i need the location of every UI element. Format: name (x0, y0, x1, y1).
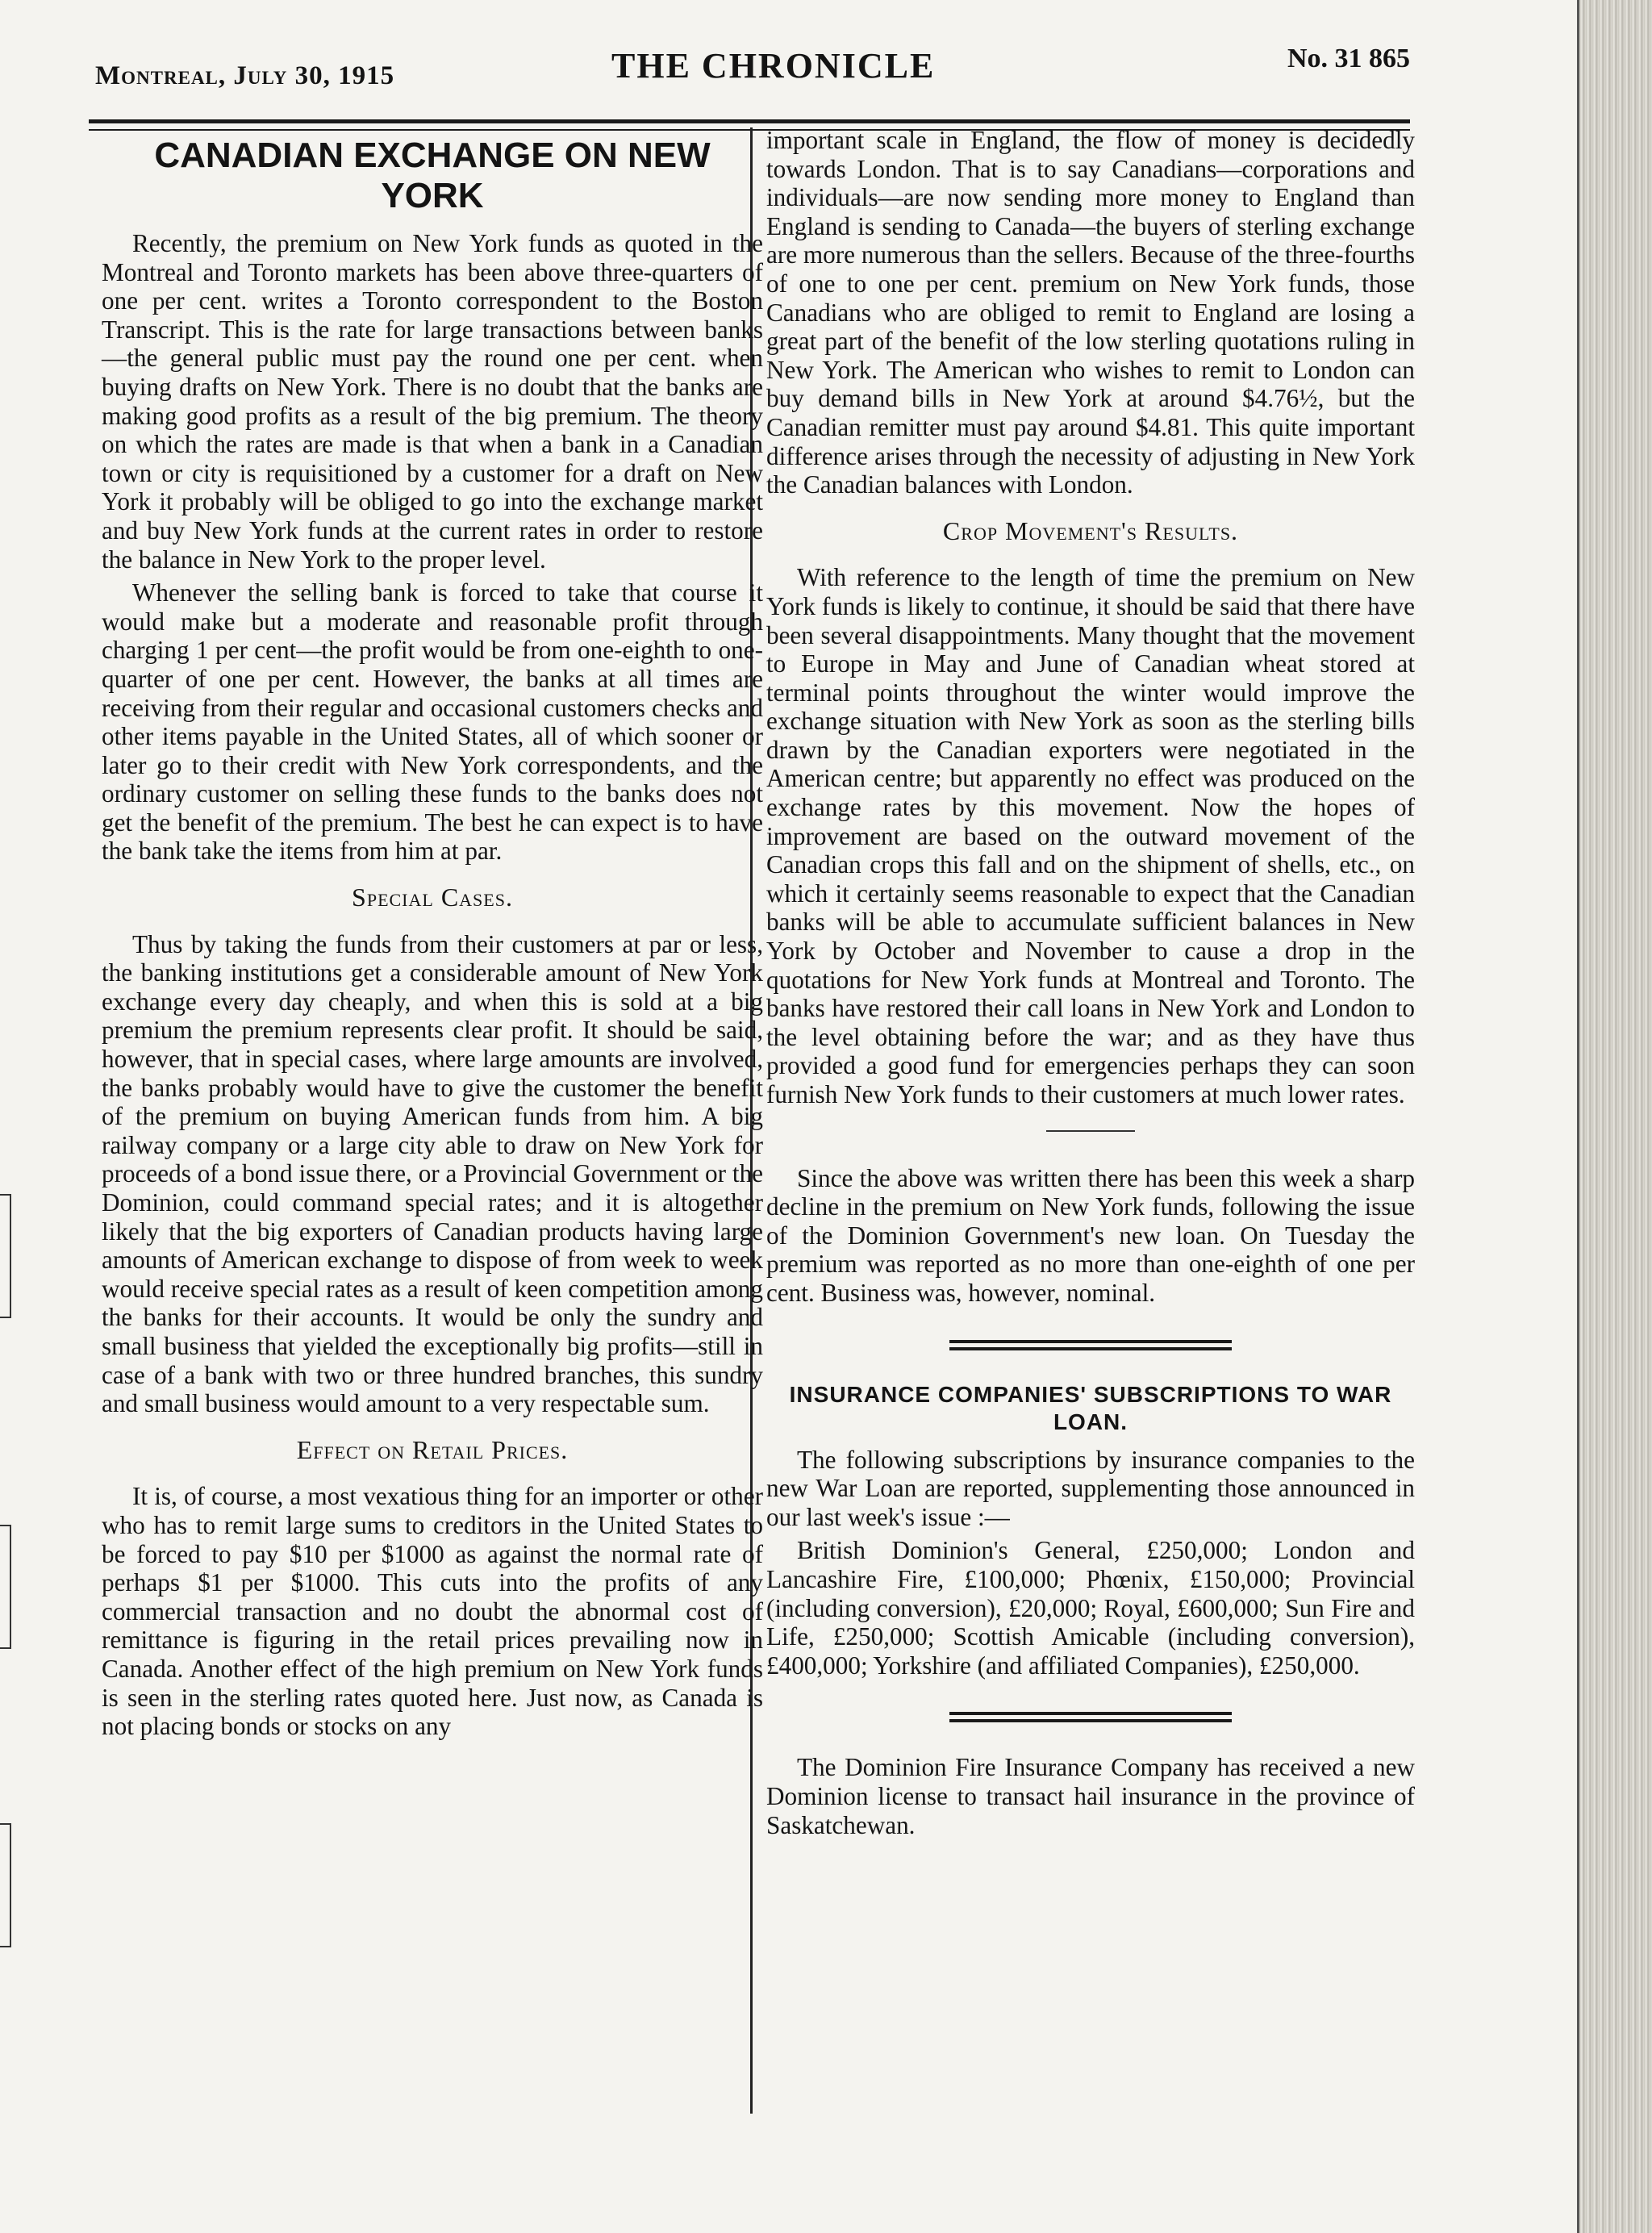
section-heading: Special Cases. (352, 883, 513, 912)
article-paragraph-continued: important scale in England, the flow of money is decidedly towards London. That is to say Canadians—corporations and individuals—are now sending more money to England than England is sending to Canada—the buyers of sterling exchange are more numerous than the sellers. Because of the three-fourths of one to one per cent. premium on New York funds, those Canadians who are obliged to remit to England are losing a great part of the benefit of the low sterling quotations ruling in New York. The American who wishes to remit to London can buy demand bills in New York at around $4.76½, but the Canadian remitter must pay around $4.81. This quite important difference arises through the necessity of adjusting in New York the Canadian balances with London. (766, 126, 1415, 499)
dateline: Montreal, July 30, 1915 (95, 61, 395, 90)
article-paragraph: Thus by taking the funds from their customers at par or less, the banking institutions get a considerable amount of New York exchange every day cheaply, and when this is sold at a big premium the premium represents clear profit. It should be said, however, that in special cases, where large amounts are involved, the banks probably would have to give the customer the benefit of the premium on buying American funds from him. A big railway company or a large city able to draw on New York for proceeds of a bond issue there, or a Provincial Government or the Dominion, could command special rates; and it is altogether likely that the big exporters of Canadian products having large amounts of American exchange to dispose of from week to week would receive special rates as a result of keen competition among the banks for their accounts. It would be only the sundry and small business that yielded the exceptionally big profits—still in case of a bank with two or three hundred branches, this sundry and small business would amount to a very respectable sum. (102, 929, 763, 1418)
article-paragraph: Recently, the premium on New York funds as quoted in the Montreal and Toronto markets has been above three-quarters of one per cent. writes a Toronto correspondent to the Boston Transcript. This is the rate for large transactions between banks—the general public must pay the round one per cent. when buying drafts on New York. There is no doubt that the banks are making good profits as a result of the big premium. The theory on which the rates are made is that when a bank in a Canadian town or city is requisitioned by a customer for a draft on New York it probably will be obliged to go into the exchange market and buy New York funds at the current rates in order to restore the balance in New York to the proper level. (102, 229, 763, 574)
header-rule (89, 119, 1410, 123)
article-paragraph: With reference to the length of time the premium on New York funds is likely to continue, it should be said that there have been several disappointments. Many thought that the movement to Europe in May and June of Canadian wheat stored at terminal points throughout the winter would improve the exchange situation with New York as soon as the sterling bills drawn by the Canadian exporters were negotiated in the American centre; but apparently no effect was produced on the exchange rates by this movement. Now the hopes of improvement are based on the outward movement of the Canadian crops this fall and on the shipment of shells, etc., on which it certainly seems reasonable to expect that the Canadian banks will be able to accumulate sufficient balances in New York by October and November to cause a drop in the quotations for New York funds at Montreal and Toronto. The banks have restored their call loans in New York and London to the level obtaining before the war; and as they have thus provided a good fund for emergencies perhaps they can soon furnish New York funds to their customers at much lower rates. (766, 563, 1415, 1108)
insurance-article-title: INSURANCE COMPANIES' SUBSCRIPTIONS TO WAR LOAN. (789, 1381, 1392, 1434)
article-paragraph: Whenever the selling bank is forced to take that course it would make but a moderate and reasonable profit through charging 1 per cent—the profit would be from one-eighth to one-quarter of one per cent. However, the banks at all times are receiving from their regular and occasional customers checks and other items payable in the United States, all of which sooner or later go to their credit with New York correspondents, and the ordinary customer on selling these funds to the banks does not get the benefit of the premium. The best he can expect is to have the bank take the items from him at par. (102, 578, 763, 866)
insurance-subscriptions-list: British Dominion's General, £250,000; London and Lancashire Fire, £100,000; Phœnix, £150,000; Provincial (including conversion), £20,000; Royal, £600,000; Sun Fire and Life, £250,000; Scottish Amicable (including conversion), £400,000; Yorkshire (and affiliated Companies), £250,000. (766, 1536, 1415, 1680)
double-separator-rule (949, 1340, 1232, 1350)
postscript-paragraph: Since the above was written there has been this week a sharp decline in the premium on New York funds, following the issue of the Dominion Government's new loan. On Tuesday the premium was reported as no more than one-eighth of one per cent. Business was, however, nominal. (766, 1163, 1415, 1307)
article-paragraph: It is, of course, a most vexatious thing for an importer or other who has to remit large sums to creditors in the United States to be forced to pay $10 per $1000 as against the normal rate of perhaps $1 per $1000. This cuts into the profits of any commercial transaction and no doubt the abnormal cost of remittance is figuring in the retail prices prevailing now in Canada. Another effect of the high premium on New York funds is seen in the sterling rates quoted here. Just now, as Canada is not placing bonds or stocks on any (102, 1482, 763, 1741)
section-heading: Effect on Retail Prices. (296, 1434, 569, 1464)
separator-rule (1046, 1130, 1135, 1132)
publication-title: THE CHRONICLE (611, 46, 936, 86)
right-column (766, 126, 1415, 1839)
double-separator-rule (949, 1712, 1232, 1722)
book-page-edges (1577, 0, 1652, 2233)
issue-and-page-number: No. 31 865 (1287, 44, 1410, 73)
article-title: CANADIAN EXCHANGE ON NEW YORK (154, 136, 711, 215)
insurance-intro-paragraph: The following subscriptions by insurance companies to the new War Loan are reported, supplementing those announced in our last week's issue :— (766, 1445, 1415, 1531)
left-column (102, 136, 763, 1741)
dominion-fire-notice: The Dominion Fire Insurance Company has received a new Dominion license to transact hail insurance in the province of Saskatchewan. (766, 1753, 1415, 1839)
running-head (95, 40, 1410, 105)
section-heading: Crop Movement's Results. (942, 515, 1239, 545)
binding-marks (0, 1194, 11, 2210)
